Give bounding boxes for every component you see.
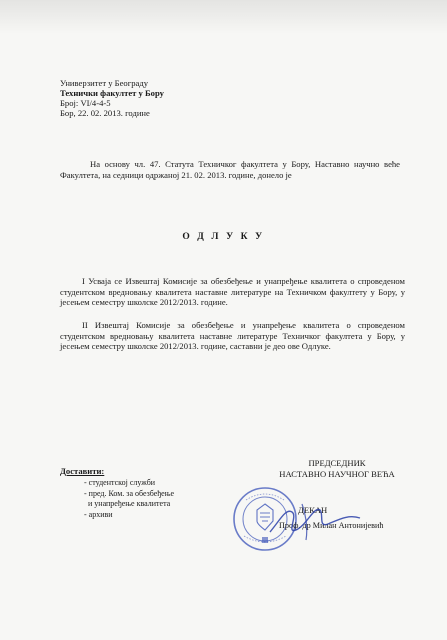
delivered-list: [84, 478, 174, 520]
preamble-paragraph: На основу чл. 47. Статута Техничког факултета у Бору, Наставно научно веће Факултета, на седници одржаној 21. 02. 2013. године, донело је: [60, 159, 400, 180]
signature-role-council: НАСТАВНО НАУЧНОГ ВЕЋА: [279, 468, 395, 479]
faculty-name: Технички факултет у Бору: [60, 88, 164, 98]
university-name: Универзитет у Београду: [60, 78, 149, 88]
document-number: Број: VI/4-4-5: [60, 98, 111, 108]
delivered-item: - архиви: [84, 509, 113, 519]
scan-shadow: [0, 0, 447, 34]
handwritten-signature-icon: [262, 498, 382, 544]
delivered-item: и унапређење квалитета: [88, 499, 171, 509]
signature-role-president: ПРЕДСЕДНИК: [308, 458, 366, 468]
signature-block: [262, 458, 412, 479]
delivered-title: Доставити:: [60, 466, 105, 476]
signatory-name: Проф. др Милан Антонијевић: [279, 521, 384, 530]
delivered-item: - пред. Ком. за обезбеђење: [84, 488, 175, 498]
decision-item-2: II Извештај Комисије за обезбеђење и унапређење квалитета о спроведеном студентском вредновању квалитета наставне литературе Техничког факултета у Бору, у јесењем семестру школске 2012/2013. године, саставни је део ове Одлуке.: [60, 320, 405, 352]
signature-role-dean: ДЕКАН: [298, 505, 328, 515]
document-place-date: Бор, 22. 02. 2013. године: [60, 108, 150, 118]
decision-item-1: I Усваја се Извештај Комисије за обезбеђење и унапређење квалитета о спроведеном студентском вредновању квалитета наставне литературе на Техничком факултету у Бору, у јесењем семестру школске 2012/2013. године.: [60, 276, 405, 308]
delivered-item: - студентској служби: [84, 478, 156, 487]
decision-title: О Д Л У К У: [182, 232, 265, 242]
